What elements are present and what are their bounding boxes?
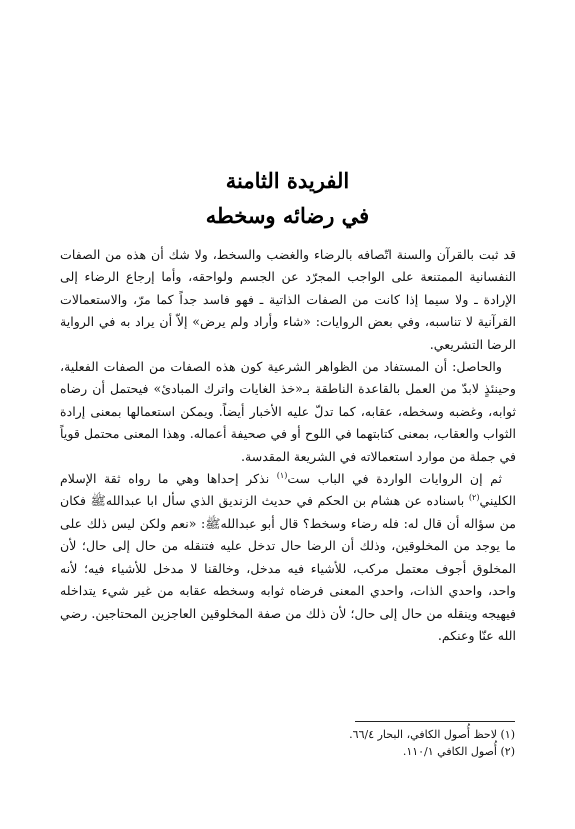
chapter-subtitle: في رضائه وسخطه <box>205 203 370 228</box>
footnote-1: (١) لاحظ أُصول الكافي، البحار ٦٦/٤. <box>349 728 515 741</box>
paragraph-3-part-3: باسناده عن هشام بن الحكم في حديث الزنديق الذي سأل ابا عبدالله‌ﷺ فكان من سؤاله أن قال له: فله رضاء وسخط؟ قال أبو عبدالله‌ﷺ: «نعم ولكن ليس ذلك على ما يوجد من المخلوقين، وذلك أن الرضا حال تدخل عليه فتنقله من حال إلى حال؛ لأن المخلوق أجوف معتمل مركب، للأشياء فيه مدخل، وخالقنا لا مدخل للأشياء فيه؛ لأنه واحد، واحدي الذات، واحدي المعنى فرضاه ثوابه وسخطه عقابه من غير شيء يتداخله فيهيجه وينقله من حال إلى حال؛ لأن ذلك من صفة المخلوقين العاجزين المحتاجين. رضي الله عنّا وعنكم. <box>60 493 516 643</box>
footnote-ref-1[interactable]: (١) <box>276 470 288 480</box>
chapter-title: الفريدة الثامنة <box>225 168 350 193</box>
footnote-ref-2[interactable]: (٢) <box>468 493 480 503</box>
paragraph-3-part-2: نذكر إحداها وهي ما رواه ثقة الإسلام الكليني <box>60 471 516 509</box>
paragraph-1: قد ثبت بالقرآن والسنة اتّصافه بالرضاء والغضب والسخط، ولا شك أن هذه من الصفات النفسانية الممتنعة على الواجب المجرّد عن الجسم ولواحقه، وأما إرجاع الرضاء إلى الإرادة ـ ولا سيما إذا كانت من الصفات الذاتية ـ فهو فاسد جداً كما مرّ، والاستعمالات القرآنية لا تناسبه، وفي بعض الروايات: «شاء وأراد ولم يرض» إلاّ أن يراد به في الرواية الرضا التشريعي. <box>60 247 516 352</box>
footnotes <box>215 726 515 760</box>
paragraph-2: والحاصل: أن المستفاد من الظواهر الشرعية كون هذه الصفات من الصفات الفعلية، وحينئذٍ لابدّ من العمل بالقاعدة الناطقة بـ«خذ الغايات واترك المبادئ» فيحتمل أن رضاه ثوابه، وغضبه وسخطه، عقابه، كما تدلّ عليه الأخبار أيضاً. ويمكن استعمالها بمعنى إرادة الثواب والعقاب، بمعنى كتابتهما في اللوح أو في صحيفة أعماله. وهذا المعنى محتمل قوياً في جملة من موارد استعمالاته في الشريعة المقدسة. <box>60 359 516 464</box>
footnote-divider <box>355 721 515 722</box>
paragraph-3-part-1: ثم إن الروايات الواردة في الباب ست <box>287 471 502 487</box>
footnote-2: (٢) أُصول الكافي ١١٠/١. <box>402 745 515 758</box>
paragraph-3 <box>60 468 516 647</box>
body-text <box>60 244 516 647</box>
